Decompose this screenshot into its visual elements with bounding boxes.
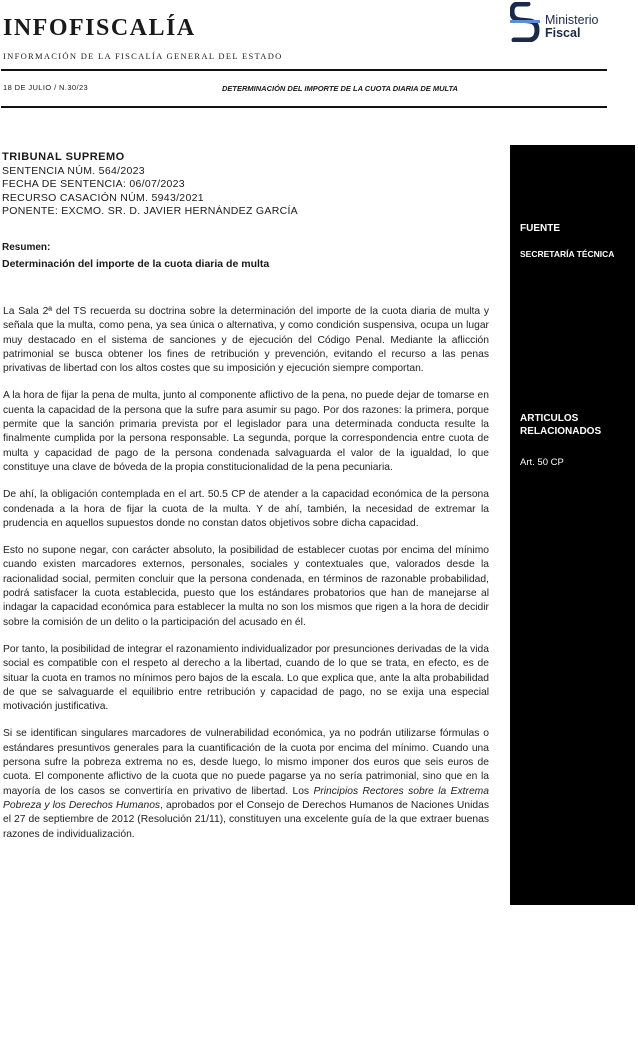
ministerio-fiscal-logo-mark-icon [510,2,542,42]
paragraph-4: Esto no supone negar, con carácter absoluto, la posibilidad de establecer cuotas por encima del mínimo cuando existen marcadores externos, personales, sociales y contextuales que, valorados desde la racionalidad social, permiten concluir que la persona condenada, en términos de razonable probabilidad, podrá satisfacer la cuota establecida, puesto que los estándares probatorios que han de manejarse al indagar la capacidad económica para establecer la multa no son los mismos que rigen a la hora de decidir sobre la comisión de un delito o la participación del acusado en él. [3,545,489,628]
appeal-number: RECURSO CASACIÓN NÚM. 5943/2021 [2,191,204,204]
issue-dateline: 18 DE JULIO / N.30/23 [3,83,89,92]
publication-title: INFOFISCALÍA [3,15,196,41]
paragraph-6-part-b: , aprobados por el Consejo de Derechos Humanos de Naciones Unidas el 27 de septiembre de 2012 (Resolución 21/11), constituyen una excelente guía de la que extraer buenas razones de individualización. [3,799,489,840]
masthead [3,14,283,61]
ministerio-fiscal-logo [510,2,620,44]
header-rule-bottom [1,106,607,108]
summary-label: Resumen: [2,242,51,253]
article-body [3,305,489,855]
source-label: FUENTE [520,223,560,234]
related-article-link[interactable]: Art. 50 CP [520,457,564,468]
case-details [2,151,298,219]
sentence-number: SENTENCIA NÚM. 564/2023 [2,164,145,177]
logo-wordmark [545,14,599,40]
related-articles-label [520,412,601,438]
issue-headline: DETERMINACIÓN DEL IMPORTE DE LA CUOTA DIARIA DE MULTA [222,84,458,93]
paragraph-6 [3,727,489,841]
paragraph-2: A la hora de fijar la pena de multa, junto al componente aflictivo de la pena, no puede dejar de tomarse en cuenta la capacidad de la persona que la sufre para asumir su pago. Por dos razones: la primera, porque permite que la sanción primaria prevista por el legislador para una determinada conducta resulte la finalmente cumplida por la persona responsable. La segunda, porque la correspondencia entre cuota de multa y capacidad de pago de la persona condenada salvaguarda el valor de la igualdad, lo que constituye una clave de bóveda de la propia constitucionalidad de la pena pecuniaria. [3,390,489,473]
paragraph-6-cited-document: Principios Rectores sobre la Extrema Pobreza y los Derechos Humanos [3,785,489,811]
summary-title: Determinación del importe de la cuota diaria de multa [2,258,270,270]
court-name: TRIBUNAL SUPREMO [2,151,125,163]
judge-speaker: PONENTE: EXCMO. SR. D. JAVIER HERNÁNDEZ GARCÍA [2,205,298,217]
sidebar [510,145,635,905]
paragraph-6-part-a: Si se identifican singulares marcadores de vulnerabilidad económica, ya no podrán utilizarse fórmulas o estándares presuntivos generales para la cuantificación de la cuota por encima del mínimo. Cuando una persona sufre la pobreza extrema no es, desde luego, lo mismo imponer dos euros que seis euros de cuota. El componente aflictivo de la cuota que no puede pagarse ya no sería patrimonial, sino que en la mayoría de los casos se convertiría en privativo de libertad. Los [3,728,489,797]
sentence-date: FECHA DE SENTENCIA: 06/07/2023 [2,178,185,190]
source-value: SECRETARÍA TÉCNICA [520,249,615,259]
paragraph-1: La Sala 2ª del TS recuerda su doctrina sobre la determinación del importe de la cuota diaria de multa y señala que la multa, como pena, ya sea única o alternativa, y como condición suspensiva, ocupa un lugar muy destacado en el sistema de sanciones y de ejecución del Código Penal. Mediante la aflicción patrimonial se busca obtener los fines de retribución y prevención, evitando el recurso a las penas privativas de libertad con los altos costes que su imposición y ejecución siempre comportan. [3,306,489,375]
paragraph-5: Por tanto, la posibilidad de integrar el razonamiento individualizador por presunciones derivadas de la vida social es compatible con el respeto al derecho a la libertad, cuando de lo que se trata, en efecto, es de situar la cuota en tramos no mínimos pero bajos de la escala. Lo que explica que, ante la alta probabilidad de que se salvaguarde el equilibrio entre retribución y capacidad de pago, no se exija una especial motivación justificativa. [3,643,489,713]
logo-line-fiscal: Fiscal [545,26,581,40]
related-label-line-2: RELACIONADOS [520,426,602,437]
publication-subtitle: INFORMACIÓN DE LA FISCALÍA GENERAL DEL ESTADO [3,51,283,61]
logo-line-ministerio: Ministerio [545,13,599,27]
header-rule-top [1,69,607,71]
related-label-line-1: ARTICULOS [520,413,579,424]
paragraph-3: De ahí, la obligación contemplada en el art. 50.5 CP de atender a la capacidad económica de la persona condenada a la hora de fijar la cuota de la multa. Y de ahí, también, la necesidad de extremar la prudencia en aquellos supuestos donde no constan datos objetivos sobre dicha capacidad. [3,489,489,529]
